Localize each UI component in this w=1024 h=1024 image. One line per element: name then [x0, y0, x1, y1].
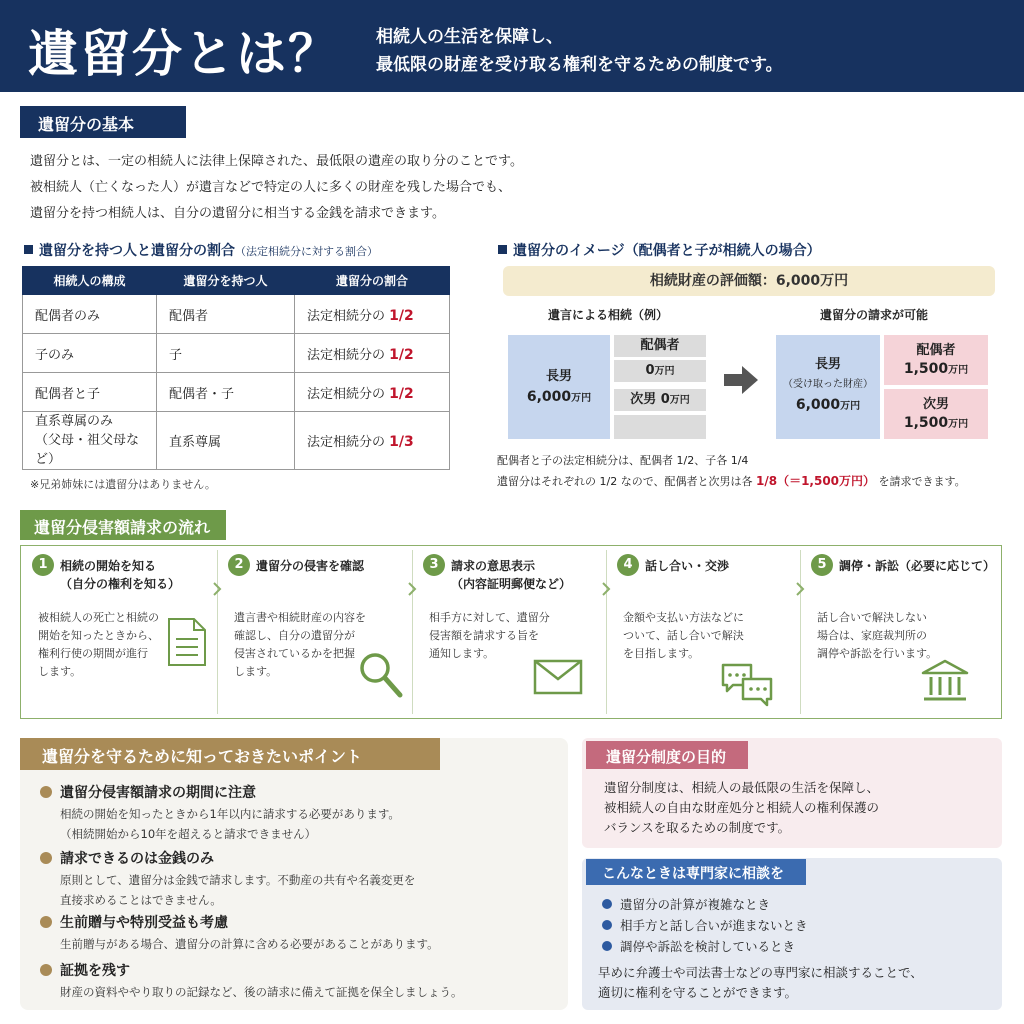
step-title: 話し合い・交渉 [645, 559, 730, 573]
envelope-icon [533, 659, 583, 695]
consult-heading: こんなときは専門家に相談を [586, 859, 806, 885]
step-body: 相手方に対して、遺留分 侵害額を請求する旨を 通知します。 [429, 611, 550, 660]
step-title: 相続の開始を知る （自分の権利を知る） [60, 559, 181, 591]
table-row [23, 412, 450, 470]
cell-holder: 配偶者 [157, 295, 295, 334]
flow-heading: 遺留分侵害額請求の流れ [20, 510, 226, 540]
col-header-composition: 相続人の構成 [23, 267, 157, 295]
cell-holder: 直系尊属 [157, 412, 295, 470]
consult-body: 早めに弁護士や司法書士などの専門家に相談することで、 適切に権利を守ることができます。 [598, 965, 923, 1000]
page-subtitle-line1: 相続人の生活を保障し、 [376, 27, 563, 47]
page-title: 遺留分とは？ [28, 24, 340, 83]
bullet-dot-icon [602, 920, 612, 930]
left-empty-box [614, 415, 706, 439]
consult-item: 相手方と話し合いが進まないとき [602, 916, 808, 934]
points-heading: 遺留分を守るために知っておきたいポイント [20, 738, 440, 770]
image-note-line-2: 遺留分はそれぞれの 1/2 なので、配偶者と次男は各 1/8（＝1,500万円） を請求できます。 [497, 474, 966, 488]
cell-composition: 配偶者と子 [23, 373, 157, 412]
step-title: 調停・訴訟（必要に応じて） [839, 559, 996, 573]
purpose-body: 遺留分制度は、相続人の最低限の生活を保障し、 被相続人の自由な財産処分と相続人の権利保護の バランスを取るための制度です。 [604, 780, 880, 835]
cell-composition: 配偶者のみ [23, 295, 157, 334]
magnifier-icon [358, 651, 404, 699]
basics-heading: 遺留分の基本 [20, 106, 186, 138]
step-body: 話し合いで解決しない 場合は、家庭裁判所の 調停や訴訟を行います。 [817, 611, 938, 660]
cell-ratio: 法定相続分の 1/2 [295, 334, 450, 373]
point-item: 遺留分侵害額請求の期間に注意 相続の開始を知ったときから1年以内に請求する必要があります。 （相続開始から10年を超えると請求できません） [40, 782, 400, 844]
square-bullet-icon [498, 245, 507, 254]
table-row [23, 295, 450, 334]
image-section-heading: 遺留分のイメージ（配偶者と子が相続人の場合） [498, 240, 821, 260]
flow-step-5 [801, 547, 996, 717]
cell-composition: 直系尊属のみ （父母・祖父母など） [23, 412, 157, 470]
point-item: 生前贈与や特別受益も考慮 生前贈与がある場合、遺留分の計算に含める必要があることがあります。 [40, 912, 439, 954]
purpose-heading: 遺留分制度の目的 [586, 741, 748, 769]
share-table-heading: 遺留分を持つ人と遺留分の割合（法定相続分に対する割合） [24, 240, 378, 260]
left-zero-box: 0万円 [614, 360, 706, 382]
left-second-son-box: 次男 0万円 [614, 389, 706, 411]
step-number-badge: 3 [423, 554, 445, 576]
cell-holder: 子 [157, 334, 295, 373]
step-title: 請求の意思表示 （内容証明郵便など） [451, 559, 572, 591]
page-subtitle-line2: 最低限の財産を受け取る権利を守るための制度です。 [376, 55, 783, 75]
document-icon [166, 617, 208, 667]
right-second-son-box: 次男 1,500万円 [884, 389, 988, 439]
basics-line-3: 遺留分を持つ相続人は、自分の遺留分に相当する金銭を請求できます。 [30, 206, 445, 221]
chat-bubbles-icon [719, 661, 775, 707]
flow-step-2 [218, 547, 413, 717]
consult-item: 遺留分の計算が複雑なとき [602, 895, 770, 913]
basics-line-2: 被相続人（亡くなった人）が遺言などで特定の人に多くの財産を残した場合でも、 [30, 180, 512, 195]
bullet-dot-icon [602, 899, 612, 909]
cell-ratio: 法定相続分の 1/3 [295, 412, 450, 470]
right-spouse-box: 配偶者 1,500万円 [884, 335, 988, 385]
table-row [23, 334, 450, 373]
bullet-dot-icon [602, 941, 612, 951]
table-header-row [23, 267, 450, 295]
claim-possible-label: 遺留分の請求が可能 [820, 308, 929, 322]
consult-item: 調停や訴訟を検討しているとき [602, 937, 795, 955]
left-eldest-son-box: 長男 6,000万円 [508, 335, 610, 439]
cell-ratio: 法定相続分の 1/2 [295, 295, 450, 334]
flow-step-3 [413, 547, 608, 717]
step-number-badge: 4 [617, 554, 639, 576]
step-title: 遺留分の侵害を確認 [256, 559, 365, 573]
flow-step-1 [22, 547, 217, 717]
bullet-dot-icon [40, 786, 52, 798]
point-item: 証拠を残す 財産の資料ややり取りの記録など、後の請求に備えて証拠を保全しましょう。 [40, 960, 463, 1002]
header-banner [0, 0, 1024, 92]
step-number-badge: 1 [32, 554, 54, 576]
will-inheritance-label: 遺言による相続（例） [548, 308, 669, 322]
step-body: 遺言書や相続財産の内容を 確認し、自分の遺留分が 侵害されているかを把握 します。 [234, 611, 366, 678]
share-table [22, 266, 450, 470]
bullet-dot-icon [40, 964, 52, 976]
bullet-dot-icon [40, 852, 52, 864]
bullet-dot-icon [40, 916, 52, 928]
share-table-note: ※兄弟姉妹には遺留分はありません。 [30, 478, 216, 491]
step-number-badge: 2 [228, 554, 250, 576]
basics-line-1: 遺留分とは、一定の相続人に法律上保障された、最低限の遺産の取り分のことです。 [30, 154, 523, 169]
arrow-right-icon [724, 366, 758, 394]
cell-ratio: 法定相続分の 1/2 [295, 373, 450, 412]
estate-value-bar: 相続財産の評価額：6,000万円 [503, 266, 995, 296]
col-header-holder: 遺留分を持つ人 [157, 267, 295, 295]
right-eldest-son-box: 長男 （受け取った財産） 6,000万円 [776, 335, 880, 439]
left-spouse-box: 配偶者 [614, 335, 706, 357]
step-number-badge: 5 [811, 554, 833, 576]
step-body: 被相続人の死亡と相続の 開始を知ったときから、 権利行使の期間が進行 します。 [38, 611, 159, 678]
step-body: 金額や支払い方法などに ついて、話し合いで解決 を目指します。 [623, 611, 744, 660]
point-item: 請求できるのは金銭のみ 原則として、遺留分は金銭で請求します。不動産の共有や名義変更を 直接求めることはできません。 [40, 848, 415, 910]
image-note-line-1: 配偶者と子の法定相続分は、配偶者 1/2、子各 1/4 [497, 454, 749, 467]
cell-holder: 配偶者・子 [157, 373, 295, 412]
table-row [23, 373, 450, 412]
flow-step-4 [607, 547, 802, 717]
courthouse-icon [921, 659, 969, 703]
cell-composition: 子のみ [23, 334, 157, 373]
square-bullet-icon [24, 245, 33, 254]
col-header-ratio: 遺留分の割合 [295, 267, 450, 295]
